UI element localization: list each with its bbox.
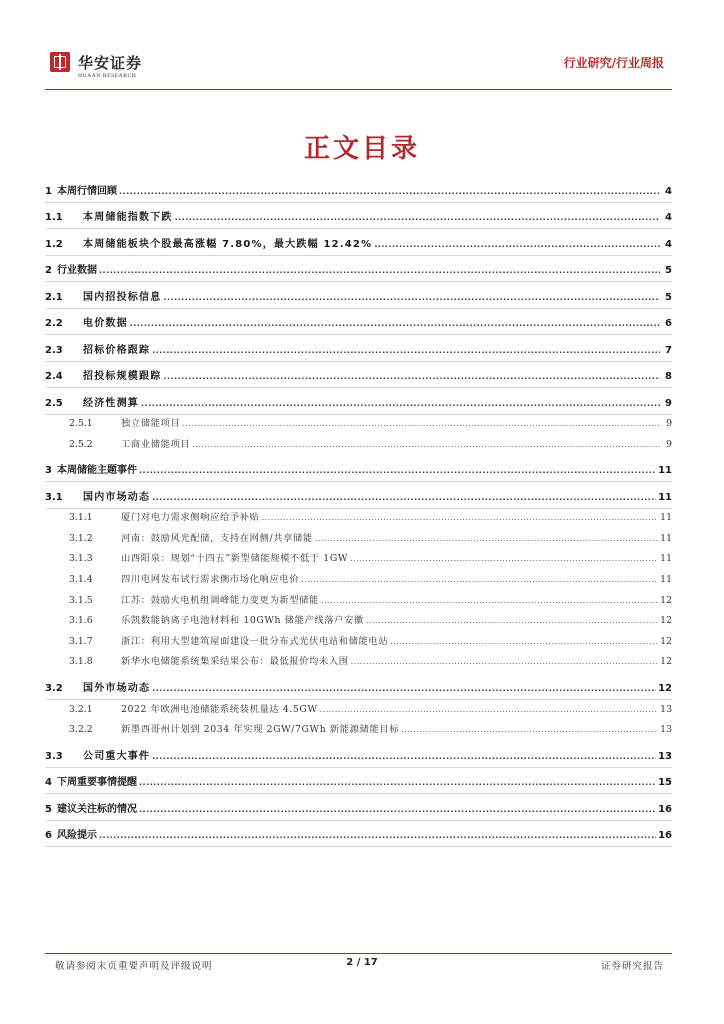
page-title: 正文目录	[303, 134, 420, 164]
toc-entry[interactable]	[45, 330, 672, 357]
toc-dot-leader	[390, 635, 658, 648]
toc-entry-title: 建议关注标的情况	[57, 803, 137, 815]
toc-entry-number: 3.1.6	[69, 615, 93, 627]
toc-dot-leader	[99, 264, 660, 277]
toc-entry-title: 本周储能板块个股最高涨幅 7.80%，最大跌幅 12.42%	[83, 238, 373, 250]
company-logo	[50, 52, 210, 88]
toc-entry-page: 5	[665, 291, 672, 303]
report-type: 行业研究/行业周报	[563, 56, 664, 70]
toc-entry-number: 3.1.7	[69, 635, 93, 647]
toc-entry-page: 16	[658, 803, 672, 815]
toc-entry-number: 3.1.5	[69, 594, 93, 606]
toc-entry[interactable]	[45, 607, 672, 628]
toc-dot-leader	[119, 185, 660, 198]
toc-entry-title: 本周储能主题事件	[57, 465, 137, 477]
toc-entry-number: 3.1.1	[69, 512, 93, 524]
toc-entry-number: 3.2.1	[69, 703, 93, 715]
toc-entry[interactable]	[45, 304, 672, 331]
toc-entry[interactable]	[45, 357, 672, 384]
toc-entry-page: 9	[666, 438, 672, 450]
toc-entry[interactable]	[45, 524, 672, 545]
table-of-contents	[45, 171, 672, 842]
toc-entry[interactable]	[45, 171, 672, 198]
toc-entry-page: 8	[665, 371, 672, 382]
toc-entry[interactable]	[45, 277, 672, 304]
toc-entry-page: 13	[660, 703, 672, 715]
toc-entry-number: 3.2.2	[69, 724, 93, 736]
toc-entry-title: 河南：鼓励风光配储，支持在网侧/共享储能	[121, 532, 313, 544]
footer-doc-type: 证券研究报告	[600, 961, 664, 972]
toc-entry-page: 11	[660, 512, 672, 524]
toc-entry[interactable]	[45, 251, 672, 278]
toc-dot-leader	[163, 370, 660, 383]
logo-seal-icon	[50, 52, 70, 72]
toc-entry-title: 下周重要事情提醒	[57, 777, 137, 789]
toc-dot-leader	[139, 803, 656, 816]
toc-entry[interactable]	[45, 627, 672, 648]
toc-entry-title: 2022 年欧洲电池储能系统装机量达 4.5GW	[121, 703, 318, 715]
toc-entry[interactable]	[45, 198, 672, 225]
toc-entry[interactable]	[45, 695, 672, 716]
toc-entry-number: 3.3	[45, 750, 63, 762]
toc-entry[interactable]	[45, 716, 672, 737]
toc-entry-title: 浙江：利用大型建筑屋面建设一批分布式光伏电站和储能电站	[121, 635, 389, 647]
toc-entry[interactable]	[45, 383, 672, 410]
toc-entry[interactable]	[45, 668, 672, 695]
toc-entry-title: 乐凯数能钠离子电池材料和 10GWh 储能产线落户安徽	[121, 615, 364, 627]
toc-dot-leader	[152, 682, 656, 695]
toc-entry[interactable]	[45, 410, 672, 431]
toc-entry-number: 3.1.8	[69, 656, 93, 668]
toc-entry[interactable]	[45, 545, 672, 566]
toc-dot-leader	[320, 703, 659, 716]
toc-entry[interactable]	[45, 504, 672, 525]
toc-dot-leader	[99, 829, 656, 842]
toc-entry-page: 13	[660, 724, 672, 736]
toc-entry-page: 11	[658, 491, 672, 503]
toc-entry-number: 2.5.2	[69, 438, 93, 450]
logo-brand-sub: HUAAN RESEARCH	[78, 73, 137, 79]
toc-entry-number: 3.1.2	[69, 532, 93, 544]
toc-entry[interactable]	[45, 763, 672, 790]
toc-entry-page: 11	[660, 553, 672, 565]
toc-entry-page: 4	[665, 185, 672, 197]
toc-dot-leader	[374, 238, 660, 251]
toc-entry-page: 7	[665, 344, 672, 356]
toc-entry-number: 1.2	[45, 238, 63, 250]
toc-entry-page: 12	[660, 656, 672, 668]
toc-entry-number: 1.1	[45, 212, 63, 223]
toc-entry-page: 13	[658, 750, 672, 762]
toc-entry-title: 新华水电储能系统集采结果公布：最低报价均未入围	[121, 656, 349, 668]
toc-entry-number: 3.1.4	[69, 574, 93, 586]
toc-entry[interactable]	[45, 789, 672, 816]
toc-entry-number: 2	[45, 265, 52, 276]
toc-dot-leader	[301, 573, 658, 586]
header-divider	[45, 89, 672, 90]
toc-entry[interactable]	[45, 451, 672, 478]
toc-entry-number: 2.4	[45, 371, 63, 382]
toc-entry-number: 4	[45, 777, 52, 789]
toc-dot-leader	[192, 438, 660, 451]
toc-dot-leader	[130, 317, 660, 330]
toc-dot-leader	[401, 723, 658, 736]
toc-dot-leader	[152, 344, 660, 357]
toc-entry-title: 本周储能指数下跌	[83, 212, 173, 223]
toc-entry-title: 厦门对电力需求侧响应给予补贴	[121, 512, 260, 524]
toc-dot-leader	[182, 417, 660, 430]
toc-dot-leader	[351, 655, 659, 668]
toc-entry-page: 12	[660, 615, 672, 627]
toc-entry-page: 11	[658, 465, 672, 477]
toc-entry-page: 9	[665, 397, 672, 409]
toc-entry-page: 4	[665, 212, 672, 223]
toc-entry[interactable]	[45, 477, 672, 504]
toc-entry-page: 12	[660, 635, 672, 647]
toc-entry-page: 11	[660, 574, 672, 586]
toc-entry-page: 6	[665, 318, 672, 329]
toc-entry[interactable]	[45, 816, 672, 843]
toc-entry[interactable]	[45, 586, 672, 607]
toc-entry-number: 1	[45, 185, 52, 197]
toc-dot-leader	[321, 594, 658, 607]
toc-dot-leader	[152, 491, 656, 504]
toc-entry-title: 风险提示	[57, 830, 97, 842]
toc-entry-page: 16	[658, 830, 672, 842]
toc-entry-title: 山西阳泉：规划“十四五”新型储能规模不低于 1GW	[121, 553, 348, 565]
toc-entry-title: 江苏：鼓励火电机组调峰能力变更为新型储能	[121, 594, 319, 606]
toc-entry-title: 电价数据	[83, 318, 128, 329]
toc-entry-number: 2.2	[45, 318, 63, 329]
toc-entry-title: 四川电网发布试行需求侧市场化响应电价	[121, 574, 300, 586]
footer-divider	[45, 953, 672, 954]
page-header	[0, 0, 724, 96]
toc-dot-leader	[175, 211, 660, 224]
page-number: 2 / 17	[346, 957, 378, 968]
toc-entry-page: 5	[665, 265, 672, 276]
toc-entry-title: 招投标规模跟踪	[83, 371, 162, 382]
toc-entry-number: 2.1	[45, 291, 63, 303]
toc-entry-page: 12	[660, 594, 672, 606]
toc-entry[interactable]	[45, 736, 672, 763]
toc-entry-title: 国内招投标信息	[83, 291, 162, 303]
toc-entry-title: 行业数据	[57, 265, 97, 276]
toc-entry-title: 新墨西哥州计划到 2034 年实现 2GW/7GWh 新能源储能目标	[121, 724, 400, 736]
toc-dot-leader	[139, 776, 656, 789]
toc-entry-page: 12	[658, 682, 672, 694]
logo-brand-name: 华安证券	[78, 54, 143, 72]
toc-entry-title: 独立储能项目	[121, 418, 181, 430]
toc-entry[interactable]	[45, 224, 672, 251]
toc-entry-number: 2.5	[45, 397, 63, 409]
toc-entry-title: 招标价格跟踪	[83, 344, 151, 356]
toc-entry-page: 9	[666, 418, 672, 430]
toc-entry-number: 6	[45, 830, 52, 842]
toc-entry-title: 经济性测算	[83, 397, 139, 409]
toc-entry-number: 3.1.3	[69, 553, 93, 565]
toc-dot-leader	[262, 511, 659, 524]
toc-entry-title: 本周行情回顾	[57, 185, 117, 197]
toc-entry-number: 2.5.1	[69, 418, 93, 430]
footer-disclaimer: 敬请参阅末页重要声明及评级说明	[55, 961, 213, 972]
toc-entry-number: 3.2	[45, 682, 63, 694]
toc-entry-title: 工商业储能项目	[121, 438, 191, 450]
toc-entry-page: 15	[658, 777, 672, 789]
toc-entry[interactable]	[45, 648, 672, 669]
toc-entry-page: 4	[665, 238, 672, 250]
toc-dot-leader	[315, 532, 658, 545]
toc-dot-leader	[141, 397, 660, 410]
toc-entry-title: 国外市场动态	[83, 682, 151, 694]
toc-entry[interactable]	[45, 565, 672, 586]
toc-entry-number: 2.3	[45, 344, 63, 356]
toc-entry-number: 3	[45, 465, 52, 477]
toc-dot-leader	[163, 291, 660, 304]
toc-entry-number: 3.1	[45, 491, 63, 503]
toc-dot-leader	[350, 552, 658, 565]
toc-entry-title: 公司重大事件	[83, 750, 151, 762]
toc-entry-number: 5	[45, 803, 52, 815]
toc-entry-page: 11	[660, 532, 672, 544]
toc-entry-title: 国内市场动态	[83, 491, 151, 503]
toc-dot-leader	[152, 750, 656, 763]
toc-dot-leader	[366, 614, 658, 627]
toc-entry[interactable]	[45, 430, 672, 451]
toc-dot-leader	[139, 464, 656, 477]
